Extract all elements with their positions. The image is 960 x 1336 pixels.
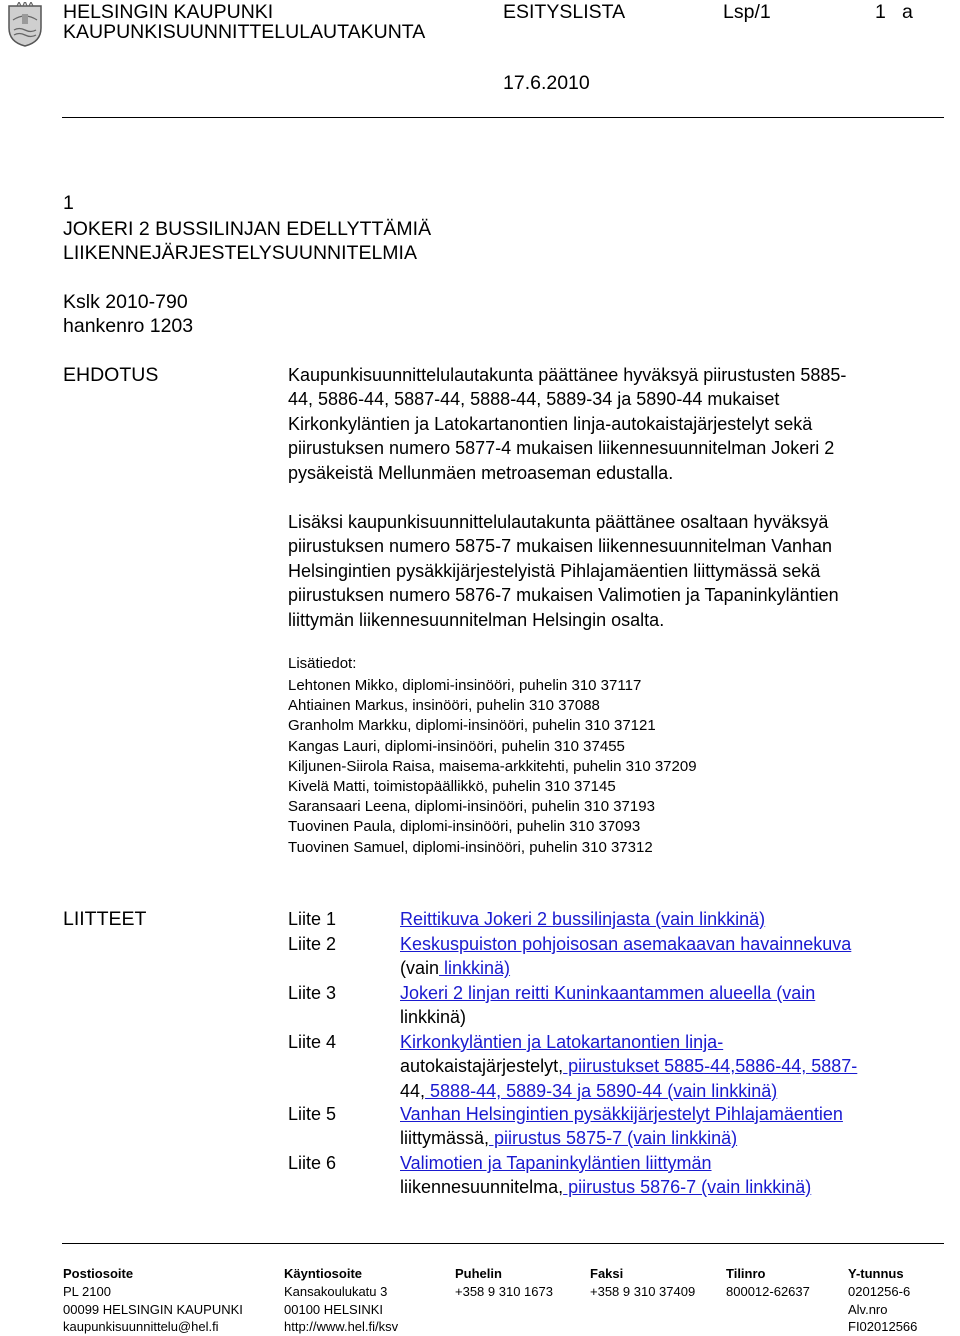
attachment-line — [400, 981, 815, 1005]
attachment-line — [400, 1126, 737, 1150]
contact-person: Saransaari Leena, diplomi-insinööri, puhelin 310 37193 — [288, 798, 655, 816]
attachment-label: Liite 6 — [288, 1153, 337, 1173]
attachment-text: liittymässä, — [400, 1128, 490, 1149]
attachment-label: Liite 2 — [288, 934, 337, 954]
item-title-line2: LIIKENNEJÄRJESTELYSUUNNITELMIA — [63, 242, 417, 264]
footer-kayntiosoite — [284, 1265, 398, 1336]
paragraph-line: 44, 5886-44, 5887-44, 5888-44, 5889-34 ja 5890-44 mukaiset — [288, 389, 780, 410]
meeting-date: 17.6.2010 — [503, 72, 590, 94]
attachment-text: 44, — [400, 1080, 426, 1101]
footer-line: Kansakoulukatu 3 — [284, 1283, 388, 1299]
attachment-label: Liite 1 — [288, 909, 337, 929]
contact-person: Lehtonen Mikko, diplomi-insinööri, puhelin 310 37117 — [288, 677, 642, 694]
contact-person: Kangas Lauri, diplomi-insinööri, puhelin 310 37455 — [288, 737, 625, 755]
attachment-label: Liite 4 — [288, 1032, 337, 1052]
footer-faksi — [590, 1265, 695, 1301]
attachment-text: liikennesuunnitelma, — [400, 1177, 564, 1198]
org-unit: KAUPUNKISUUNNITTELULAUTAKUNTA — [63, 21, 426, 43]
attachment-line — [400, 1079, 777, 1103]
footer-tilinro — [726, 1265, 810, 1301]
proposal-label: EHDOTUS — [63, 364, 159, 386]
attachment-line — [400, 1102, 843, 1126]
footer-heading: Faksi — [590, 1266, 624, 1281]
attachment-link[interactable]: piirustus 5875-7 (vain linkkinä) — [489, 1128, 738, 1149]
item-title-line1: JOKERI 2 BUSSILINJAN EDELLYTTÄMIÄ — [63, 218, 432, 240]
contact-person: Ahtiainen Markus, insinööri, puhelin 310 37088 — [288, 697, 600, 715]
footer-rule — [62, 1243, 944, 1244]
attachment-line — [400, 907, 765, 931]
attachment-link[interactable]: Valimotien ja Tapaninkyläntien liittymän — [400, 1153, 712, 1173]
footer-ytunnus — [848, 1265, 917, 1336]
doc-ref: Lsp/1 — [723, 1, 771, 23]
footer-heading: Postiosoite — [63, 1266, 134, 1281]
footer-line: 00100 HELSINKI — [284, 1301, 384, 1317]
attachment-link[interactable]: linkkinä) — [439, 958, 511, 979]
contacts-list — [288, 676, 697, 858]
doc-type: ESITYSLISTA — [503, 1, 626, 23]
proposal-paragraph-2 — [288, 510, 839, 632]
attachment-label: Liite 3 — [288, 983, 337, 1003]
attachment-line — [400, 1151, 712, 1175]
paragraph-line: piirustuksen numero 5876-7 mukaisen Valimotien ja Tapaninkyläntien — [288, 585, 839, 606]
attachment-link[interactable]: Kirkonkyläntien ja Latokartanontien linja- — [400, 1032, 724, 1052]
attachment-text: linkkinä) — [400, 1007, 467, 1028]
paragraph-line: piirustuksen numero 5875-7 mukaisen liikennesuunnitelman Vanhan — [288, 536, 832, 557]
footer-account: 800012-62637 — [726, 1283, 810, 1299]
footer-line: Alv.nro — [848, 1301, 888, 1317]
footer-email[interactable]: kaupunkisuunnittelu@hel.fi — [63, 1319, 219, 1335]
footer-website[interactable]: http://www.hel.fi/ksv — [284, 1319, 399, 1335]
footer-heading: Käyntiosoite — [284, 1266, 363, 1281]
item-number-header: 1 — [875, 1, 886, 23]
footer-phone: +358 9 310 1673 — [455, 1283, 553, 1299]
kslk-number: Kslk 2010-790 — [63, 291, 188, 313]
paragraph-line: Kaupunkisuunnittelulautakunta päättänee hyväksyä piirustusten 5885- — [288, 365, 847, 385]
footer-line: 00099 HELSINGIN KAUPUNKI — [63, 1301, 243, 1317]
proposal-paragraph-1 — [288, 363, 846, 485]
contact-person: Tuovinen Samuel, diplomi-insinööri, puhelin 310 37312 — [288, 838, 653, 856]
attachment-line — [400, 1005, 466, 1029]
attachment-line — [400, 1030, 723, 1054]
attachment-text: autokaistajärjestelyt, — [400, 1056, 564, 1077]
footer-heading: Puhelin — [455, 1266, 502, 1281]
attachment-link[interactable]: Jokeri 2 linjan reitti Kuninkaantammen alueella (vain — [400, 983, 816, 1003]
footer-fax: +358 9 310 37409 — [590, 1283, 696, 1299]
contact-person: Granholm Markku, diplomi-insinööri, puhelin 310 37121 — [288, 717, 656, 735]
footer-line: PL 2100 — [63, 1283, 111, 1299]
contact-person: Kiljunen-Siirola Raisa, maisema-arkkitehti, puhelin 310 37209 — [288, 757, 697, 775]
footer-puhelin — [455, 1265, 553, 1301]
attachment-link[interactable]: Keskuspuiston pohjoisosan asemakaavan havainnekuva — [400, 934, 852, 954]
attachment-text: (vain — [400, 958, 440, 979]
attachment-line — [400, 1175, 811, 1199]
org-name: HELSINGIN KAUPUNKI — [63, 1, 274, 23]
attachment-link[interactable]: Vanhan Helsingintien pysäkkijärjestelyt Pihlajamäentien — [400, 1104, 843, 1124]
attachment-link[interactable]: 5888-44, 5889-34 ja 5890-44 (vain linkkinä) — [425, 1080, 778, 1101]
attachment-line — [400, 956, 510, 980]
attachment-line — [400, 1054, 857, 1078]
attachments-label: LIITTEET — [63, 908, 147, 930]
paragraph-line: pysäkeistä Mellunmäen metroaseman edustalla. — [288, 462, 674, 483]
header-rule — [62, 117, 944, 118]
footer-heading: Tilinro — [726, 1266, 766, 1281]
attachment-link[interactable]: Reittikuva Jokeri 2 bussilinjasta (vain linkkinä) — [400, 909, 766, 929]
contacts-heading: Lisätiedot: — [288, 655, 357, 672]
footer-line: 0201256-6 — [848, 1283, 911, 1299]
paragraph-line: piirustuksen numero 5877-4 mukaisen liikennesuunnitelman Jokeri 2 — [288, 438, 835, 459]
paragraph-line: Lisäksi kaupunkisuunnittelulautakunta päättänee osaltaan hyväksyä — [288, 512, 829, 532]
paragraph-line: Helsingintien pysäkkijärjestelyistä Pihlajamäentien liittymässä sekä — [288, 560, 821, 581]
paragraph-line: Kirkonkyläntien ja Latokartanontien linja-autokaistajärjestelyt sekä — [288, 413, 813, 434]
attachment-link[interactable]: piirustus 5876-7 (vain linkkinä) — [563, 1177, 812, 1198]
attachment-label: Liite 5 — [288, 1104, 337, 1124]
attachment-link[interactable]: piirustukset 5885-44,5886-44, 5887- — [563, 1056, 858, 1077]
contact-person: Kivelä Matti, toimistopäällikkö, puhelin 310 37145 — [288, 778, 616, 796]
item-number: 1 — [63, 192, 74, 214]
project-number: hankenro 1203 — [63, 315, 194, 337]
paragraph-line: liittymän liikennesuunnitelman Helsingin osalta. — [288, 609, 665, 630]
footer-heading: Y-tunnus — [848, 1266, 904, 1281]
item-suffix: a — [902, 1, 913, 23]
helsinki-crest-icon — [6, 2, 44, 48]
attachment-line — [400, 932, 851, 956]
contact-person: Tuovinen Paula, diplomi-insinööri, puhelin 310 37093 — [288, 818, 641, 836]
footer-postiosoite — [63, 1265, 243, 1336]
footer-line: FI02012566 — [848, 1319, 918, 1335]
